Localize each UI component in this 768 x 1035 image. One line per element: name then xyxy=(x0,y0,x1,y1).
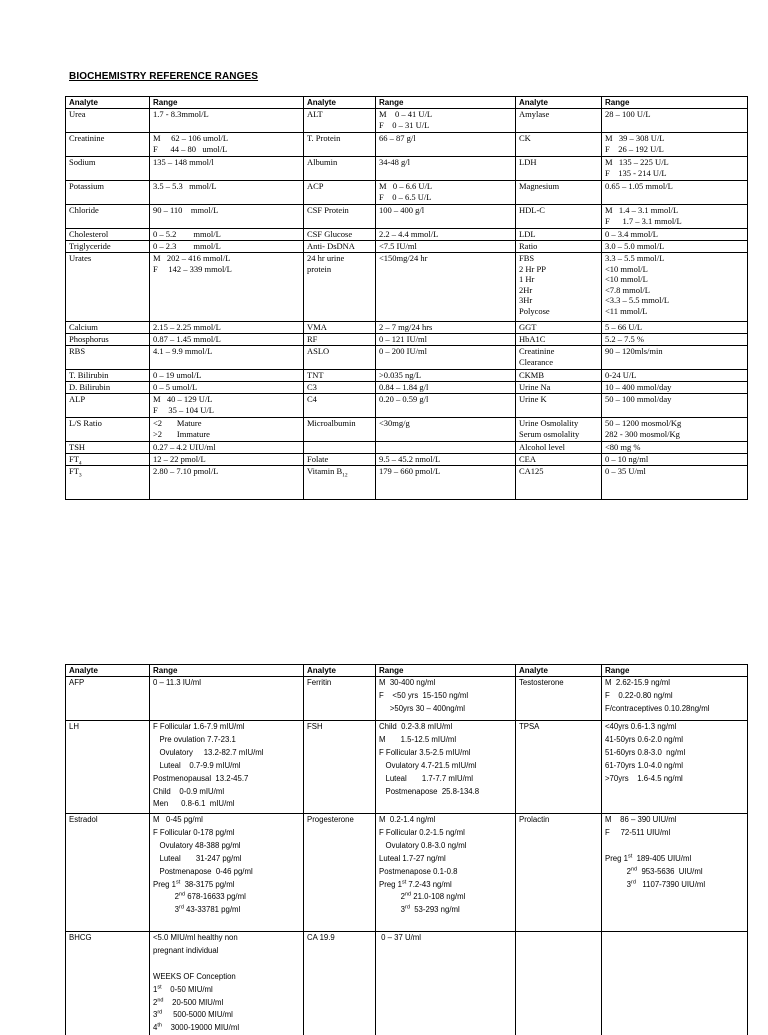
range-cell: M 2.62-15.9 ng/ml F 0.22-0.80 ng/ml F/contraceptives 0.10.28ng/ml xyxy=(602,677,748,721)
analyte-cell: C4 xyxy=(304,394,376,418)
range-cell: 0.20 – 0.59 g/l xyxy=(376,394,516,418)
range-cell: 2.15 – 2.25 mmol/L xyxy=(150,322,304,334)
analyte-cell: Urea xyxy=(66,109,150,133)
analyte-cell: TPSA xyxy=(516,721,602,814)
range-cell: 0 – 19 umol/L xyxy=(150,370,304,382)
analyte-cell: Calcium xyxy=(66,322,150,334)
table-row xyxy=(66,109,748,133)
range-cell: 0 – 5.2 mmol/L xyxy=(150,229,304,241)
range-cell: Child 0.2-3.8 mIU/ml M 1.5-12.5 mIU/ml F Follicular 3.5-2.5 mIU/ml Ovulatory 4.7-21.5 mIU/ml Luteal 1.7-7.7 mIU/ml Postmenapose 25.8-134.8 xyxy=(376,721,516,814)
range-cell: M 39 – 308 U/L F 26 – 192 U/L xyxy=(602,133,748,157)
range-cell: <30mg/g xyxy=(376,418,516,442)
range-cell: 179 – 660 pmol/L xyxy=(376,466,516,500)
analyte-cell: ALT xyxy=(304,109,376,133)
analyte-cell xyxy=(516,932,602,1035)
table-row xyxy=(66,442,748,454)
analyte-cell: Sodium xyxy=(66,157,150,181)
range-header: Range xyxy=(602,665,748,677)
table-row xyxy=(66,181,748,205)
range-cell: 66 – 87 g/l xyxy=(376,133,516,157)
page-title: BIOCHEMISTRY REFERENCE RANGES xyxy=(69,71,258,82)
analyte-cell: Estradol xyxy=(66,814,150,932)
range-cell: M 1.4 – 3.1 mmol/L F 1.7 – 3.1 mmol/L xyxy=(602,205,748,229)
analyte-cell: Testosterone xyxy=(516,677,602,721)
range-cell: M 30-400 ng/ml F <50 yrs 15-150 ng/ml >50yrs 30 – 400ng/ml xyxy=(376,677,516,721)
table-row xyxy=(66,157,748,181)
analyte-cell: Urine K xyxy=(516,394,602,418)
analyte-cell: Urates xyxy=(66,253,150,322)
range-cell: 90 – 110 mmol/L xyxy=(150,205,304,229)
analyte-cell: Chloride xyxy=(66,205,150,229)
range-cell: 0 – 35 U/ml xyxy=(602,466,748,500)
analyte-cell: $FT_3$ xyxy=(66,466,150,500)
range-cell: 5.2 – 7.5 % xyxy=(602,334,748,346)
range-cell: 0 – 11.3 IU/ml xyxy=(150,677,304,721)
table-row xyxy=(66,814,748,932)
range-cell: 1.7 - 8.3mmol/L xyxy=(150,109,304,133)
analyte-cell: Vitamin $B_{12}$ xyxy=(304,466,376,500)
range-cell: M 202 – 416 mmol/L F 142 – 339 mmol/L xyxy=(150,253,304,322)
analyte-cell: TSH xyxy=(66,442,150,454)
range-cell: 34-48 g/l xyxy=(376,157,516,181)
analyte-cell: CSF Protein xyxy=(304,205,376,229)
range-cell: 0.27 – 4.2 UIU/ml xyxy=(150,442,304,454)
analyte-cell: HDL-C xyxy=(516,205,602,229)
range-cell: M 86 – 390 UIU/ml F 72-511 UIU/ml Preg 1st 189-405 UIU/ml 2nd 953-5636 UIU/ml 3rd 1107-7390 UIU/ml xyxy=(602,814,748,932)
range-cell: 0 – 200 IU/ml xyxy=(376,346,516,370)
analyte-cell: Magnesium xyxy=(516,181,602,205)
range-cell: 90 – 120mls/min xyxy=(602,346,748,370)
range-cell: >0.035 ng/L xyxy=(376,370,516,382)
range-cell: 28 – 100 U/L xyxy=(602,109,748,133)
range-cell: <7.5 IU/ml xyxy=(376,241,516,253)
range-header: Range xyxy=(150,97,304,109)
analyte-cell: Folate xyxy=(304,454,376,466)
range-cell: M 0.2-1.4 ng/ml F Follicular 0.2-1.5 ng/ml Ovulatory 0.8-3.0 ng/ml Luteal 1.7-27 ng/ml Postmenapose 0.1-0.8 Preg 1st 7.2-43 ng/ml 2nd 21.0-108 ng/ml 3rd 53-293 ng/ml xyxy=(376,814,516,932)
range-cell: <150mg/24 hr xyxy=(376,253,516,322)
analyte-cell: Cholesterol xyxy=(66,229,150,241)
table-row xyxy=(66,370,748,382)
analyte-cell: CA125 xyxy=(516,466,602,500)
analyte-cell: BHCG xyxy=(66,932,150,1035)
analyte-cell: Ratio xyxy=(516,241,602,253)
header-row xyxy=(66,665,748,677)
analyte-cell: ACP xyxy=(304,181,376,205)
table-row xyxy=(66,322,748,334)
range-cell: 9.5 – 45.2 nmol/L xyxy=(376,454,516,466)
analyte-cell: Urine Na xyxy=(516,382,602,394)
analyte-cell: CKMB xyxy=(516,370,602,382)
range-cell: 0-24 U/L xyxy=(602,370,748,382)
table-row xyxy=(66,677,748,721)
analyte-cell: Urine Osmolality Serum osmolality xyxy=(516,418,602,442)
table-row xyxy=(66,205,748,229)
analyte-header: Analyte xyxy=(304,97,376,109)
analyte-cell: Alcohol level xyxy=(516,442,602,454)
range-cell: 135 – 148 mmol/l xyxy=(150,157,304,181)
analyte-cell: LDL xyxy=(516,229,602,241)
range-cell: 0 – 5 umol/L xyxy=(150,382,304,394)
table-row xyxy=(66,346,748,370)
range-cell: M 0-45 pg/ml F Follicular 0-178 pg/ml Ovulatory 48-388 pg/ml Luteal 31-247 pg/ml Postmenapose 0-46 pg/ml Preg 1st 38-3175 pg/ml 2nd 678-16633 pg/ml 3rd 43-33781 pg/ml xyxy=(150,814,304,932)
range-cell: 0 – 2.3 mmol/L xyxy=(150,241,304,253)
analyte-cell: AFP xyxy=(66,677,150,721)
analyte-cell: ALP xyxy=(66,394,150,418)
analyte-cell: D. Bilirubin xyxy=(66,382,150,394)
table-row xyxy=(66,241,748,253)
analyte-cell: Potassium xyxy=(66,181,150,205)
range-cell: 50 – 1200 mosmol/Kg 282 - 300 mosmol/Kg xyxy=(602,418,748,442)
range-cell xyxy=(376,442,516,454)
analyte-cell: Triglyceride xyxy=(66,241,150,253)
table-row xyxy=(66,253,748,322)
analyte-cell: HbA1C xyxy=(516,334,602,346)
analyte-cell: L/S Ratio xyxy=(66,418,150,442)
table-row xyxy=(66,133,748,157)
analyte-cell: Creatinine Clearance xyxy=(516,346,602,370)
analyte-header: Analyte xyxy=(66,97,150,109)
analyte-cell: RF xyxy=(304,334,376,346)
table-row xyxy=(66,394,748,418)
table-row xyxy=(66,382,748,394)
analyte-cell xyxy=(304,442,376,454)
range-cell: M 0 – 6.6 U/L F 0 – 6.5 U/L xyxy=(376,181,516,205)
analyte-cell: Prolactin xyxy=(516,814,602,932)
range-cell: 0 – 37 U/ml xyxy=(376,932,516,1035)
range-cell: 2 – 7 mg/24 hrs xyxy=(376,322,516,334)
table-row xyxy=(66,721,748,814)
range-cell xyxy=(602,932,748,1035)
analyte-cell: FBS 2 Hr PP 1 Hr 2Hr 3Hr Polycose xyxy=(516,253,602,322)
analyte-cell: Albumin xyxy=(304,157,376,181)
top-rows xyxy=(66,109,748,500)
range-cell: 3.3 – 5.5 mmol/L <10 mmol/L <10 mmol/L <7.8 mmol/L <3.3 – 5.5 mmol/L <11 mmol/L xyxy=(602,253,748,322)
analyte-cell: Progesterone xyxy=(304,814,376,932)
range-cell: 0.87 – 1.45 mmol/L xyxy=(150,334,304,346)
reference-table-top xyxy=(65,96,748,500)
range-cell: 100 – 400 g/l xyxy=(376,205,516,229)
table-row xyxy=(66,454,748,466)
range-cell: <5.0 MIU/ml healthy non pregnant individual WEEKS OF Conception 1st 0-50 MIU/ml 2nd 20-500 MIU/ml 3rd 500-5000 MIU/ml 4th 3000-19000 MIU/ml xyxy=(150,932,304,1035)
table-row xyxy=(66,334,748,346)
range-header: Range xyxy=(376,97,516,109)
analyte-cell: Microalbumin xyxy=(304,418,376,442)
analyte-cell: LDH xyxy=(516,157,602,181)
analyte-cell: Ferritin xyxy=(304,677,376,721)
analyte-header: Analyte xyxy=(516,97,602,109)
analyte-cell: CA 19.9 xyxy=(304,932,376,1035)
range-cell: 4.1 – 9.9 mmol/L xyxy=(150,346,304,370)
range-cell: M 62 – 106 umol/L F 44 – 80 umol/L xyxy=(150,133,304,157)
range-cell: 0 – 121 IU/ml xyxy=(376,334,516,346)
analyte-cell: 24 hr urine protein xyxy=(304,253,376,322)
range-cell: 2.2 – 4.4 mmol/L xyxy=(376,229,516,241)
analyte-cell: Anti- DsDNA xyxy=(304,241,376,253)
analyte-cell: CEA xyxy=(516,454,602,466)
analyte-header: Analyte xyxy=(66,665,150,677)
table-row xyxy=(66,932,748,1035)
analyte-cell: RBS xyxy=(66,346,150,370)
bottom-rows xyxy=(66,677,748,1035)
analyte-header: Analyte xyxy=(304,665,376,677)
analyte-cell: Phosphorus xyxy=(66,334,150,346)
header-row xyxy=(66,97,748,109)
range-cell: 50 – 100 mmol/day xyxy=(602,394,748,418)
range-cell: 5 – 66 U/L xyxy=(602,322,748,334)
range-cell: 0.65 – 1.05 mmol/L xyxy=(602,181,748,205)
range-cell: M 0 – 41 U/L F 0 – 31 U/L xyxy=(376,109,516,133)
range-header: Range xyxy=(150,665,304,677)
analyte-cell: GGT xyxy=(516,322,602,334)
range-cell: <40yrs 0.6-1.3 ng/ml 41-50yrs 0.6-2.0 ng/ml 51-60yrs 0.8-3.0 ng/ml 61-70yrs 1.0-4.0 ng/ml >70yrs 1.6-4.5 ng/ml xyxy=(602,721,748,814)
analyte-cell: T. Bilirubin xyxy=(66,370,150,382)
range-cell: <2 Mature >2 Immature xyxy=(150,418,304,442)
analyte-cell: ASLO xyxy=(304,346,376,370)
table-row xyxy=(66,229,748,241)
analyte-cell: C3 xyxy=(304,382,376,394)
range-cell: 10 – 400 mmol/day xyxy=(602,382,748,394)
range-cell: 2.80 – 7.10 pmol/L xyxy=(150,466,304,500)
range-cell: 0.84 – 1.84 g/l xyxy=(376,382,516,394)
range-cell: 3.5 – 5.3 mmol/L xyxy=(150,181,304,205)
range-cell: F Follicular 1.6-7.9 mIU/ml Pre ovulation 7.7-23.1 Ovulatory 13.2-82.7 mIU/ml Luteal 0.7-9.9 mIU/ml Postmenopausal 13.2-45.7 Child 0-0.9 mIU/ml Men 0.8-6.1 mIU/ml xyxy=(150,721,304,814)
reference-table-bottom xyxy=(65,664,748,1035)
range-header: Range xyxy=(376,665,516,677)
range-cell: 0 – 3.4 mmol/L xyxy=(602,229,748,241)
range-cell: 0 – 10 ng/ml xyxy=(602,454,748,466)
analyte-cell: VMA xyxy=(304,322,376,334)
range-cell: 12 – 22 pmol/L xyxy=(150,454,304,466)
analyte-cell: CK xyxy=(516,133,602,157)
range-cell: M 40 – 129 U/L F 35 – 104 U/L xyxy=(150,394,304,418)
analyte-header: Analyte xyxy=(516,665,602,677)
range-cell: M 135 – 225 U/L F 135 - 214 U/L xyxy=(602,157,748,181)
analyte-cell: T. Protein xyxy=(304,133,376,157)
analyte-cell: $FT_4$ xyxy=(66,454,150,466)
analyte-cell: FSH xyxy=(304,721,376,814)
analyte-cell: Amylase xyxy=(516,109,602,133)
table-row xyxy=(66,466,748,500)
range-cell: <80 mg % xyxy=(602,442,748,454)
analyte-cell: TNT xyxy=(304,370,376,382)
analyte-cell: CSF Glucose xyxy=(304,229,376,241)
range-cell: 3.0 – 5.0 mmol/L xyxy=(602,241,748,253)
analyte-cell: LH xyxy=(66,721,150,814)
table-row xyxy=(66,418,748,442)
range-header: Range xyxy=(602,97,748,109)
analyte-cell: Creatinine xyxy=(66,133,150,157)
